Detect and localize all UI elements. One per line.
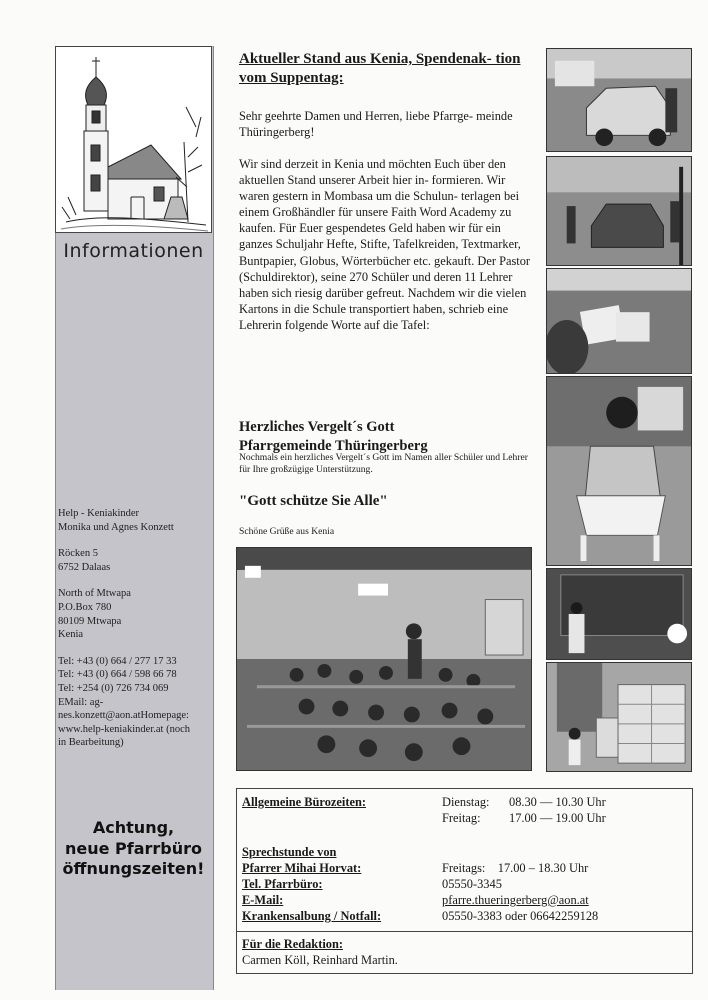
- notice-line: Achtung,: [92, 818, 175, 837]
- body-text: Wir sind derzeit in Kenia und möchten Euch über den aktuellen Stand unserer Arbeit hier in- formieren. Wir waren gestern in Mombasa um die Schulun- terlagen bei einem Großhändler für unsere Faith Word Academy zu kaufen. Für Euer gespendetes Geld haben wir für ein ganzes Schuljahr Hefte, Stifte, Tafelkreiden, Textmarker, Buntpapier, Globus, Wörterbücher etc. gekauft. Der Pastor (Schuldirektor), seine 270 Schüler und deren 11 Lehrer haben sich riesig darüber gefreut. Nachdem wir die vielen Kartons in die Schule transportiert haben, schrieb eine Lehrerin folgende Worte auf die Tafel:: [239, 157, 531, 332]
- notice-line: neue Pfarrbüro: [64, 838, 203, 858]
- photo-opening-boxes: [546, 268, 692, 374]
- emergency-value: 05550-3383 oder 06642259128: [442, 909, 599, 923]
- contact-line: 6752 Dalaas: [58, 561, 111, 573]
- consult-label: Sprechstunde von: [242, 845, 337, 859]
- photo-boxes-stack: [546, 662, 692, 772]
- salutation-text: Sehr geehrte Damen und Herren, liebe Pfarrge- meinde Thüringerberg!: [239, 109, 513, 140]
- consult-priest-label: Pfarrer Mihai Horvat:: [242, 861, 362, 875]
- office-hours-day: Freitag:: [442, 811, 481, 825]
- office-info-box: [236, 788, 693, 932]
- contact-line: Monika und Agnes Konzett: [58, 521, 174, 533]
- contact-email[interactable]: nes.konzett@aon.atHomepage:: [58, 710, 189, 722]
- credits-names: Carmen Köll, Reinhard Martin.: [242, 953, 398, 967]
- contact-info: [58, 507, 212, 763]
- photo-teacher-blackboard: [546, 568, 692, 660]
- office-hours-time: 08.30 — 10.30 Uhr: [509, 795, 606, 809]
- contact-line: Tel: +43 (0) 664 / 598 66 78: [58, 669, 177, 681]
- contact-line: P.O.Box 780: [58, 601, 112, 613]
- thanks-heading: [239, 418, 535, 455]
- contact-homepage[interactable]: www.help-keniakinder.at (noch: [58, 723, 190, 735]
- article-headline-wrap: [239, 50, 535, 88]
- article-body: [239, 156, 535, 333]
- office-hours-day: Dienstag:: [442, 795, 490, 809]
- notice-line: öffnungszeiten!: [62, 859, 205, 878]
- contact-line: 80109 Mtwapa: [58, 615, 122, 627]
- greeting: Schöne Grüße aus Kenia: [239, 526, 335, 537]
- article-salutation: [239, 108, 535, 140]
- article-headline: Aktueller Stand aus Kenia, Spendenak- tion vom Suppentag:: [239, 51, 521, 86]
- thanks-line: Herzliches Vergelt´s Gott: [239, 419, 395, 435]
- email-link[interactable]: pfarre.thueringerberg@aon.at: [442, 893, 589, 907]
- blessing: "Gott schütze Sie Alle": [239, 493, 388, 509]
- contact-line: Help - Keniakinder: [58, 508, 140, 519]
- credits-label: Für die Redaktion:: [242, 937, 343, 951]
- phone-value[interactable]: 05550-3345: [442, 877, 502, 891]
- photo-car-loading: [546, 48, 692, 152]
- phone-label: Tel. Pfarrbüro:: [242, 877, 323, 891]
- contact-line: in Bearbeitung): [58, 737, 124, 749]
- office-hours-label: Allgemeine Bürozeiten:: [242, 795, 366, 809]
- consult-time: Freitags: 17.00 – 18.30 Uhr: [442, 861, 589, 875]
- photo-car-unloading: [546, 156, 692, 266]
- notice-office-hours: [55, 818, 212, 880]
- photo-girl-on-chair: [546, 376, 692, 566]
- thanks-note: Nochmals ein herzliches Vergelt´s Gott im Namen aller Schüler und Lehrer für Ihre großzügige Unterstützung.: [239, 452, 528, 476]
- contact-line: EMail: ag-: [58, 696, 104, 708]
- email-label: E-Mail:: [242, 893, 284, 907]
- emergency-label: Krankensalbung / Notfall:: [242, 909, 382, 923]
- thanks-line: Pfarrgemeinde Thüringerberg: [239, 437, 428, 454]
- church-illustration: [55, 46, 212, 233]
- contact-line: Tel: +43 (0) 664 / 277 17 33: [58, 655, 177, 667]
- office-hours-time: 17.00 — 19.00 Uhr: [509, 811, 606, 825]
- editorial-credits: [236, 932, 693, 974]
- photo-classroom: [236, 547, 532, 771]
- contact-line: North of Mtwapa: [58, 588, 131, 600]
- sidebar-title: Informationen: [63, 240, 204, 262]
- contact-line: Tel: +254 (0) 726 734 069: [58, 682, 169, 694]
- contact-line: Röcken 5: [58, 548, 98, 560]
- contact-line: Kenia: [58, 629, 84, 641]
